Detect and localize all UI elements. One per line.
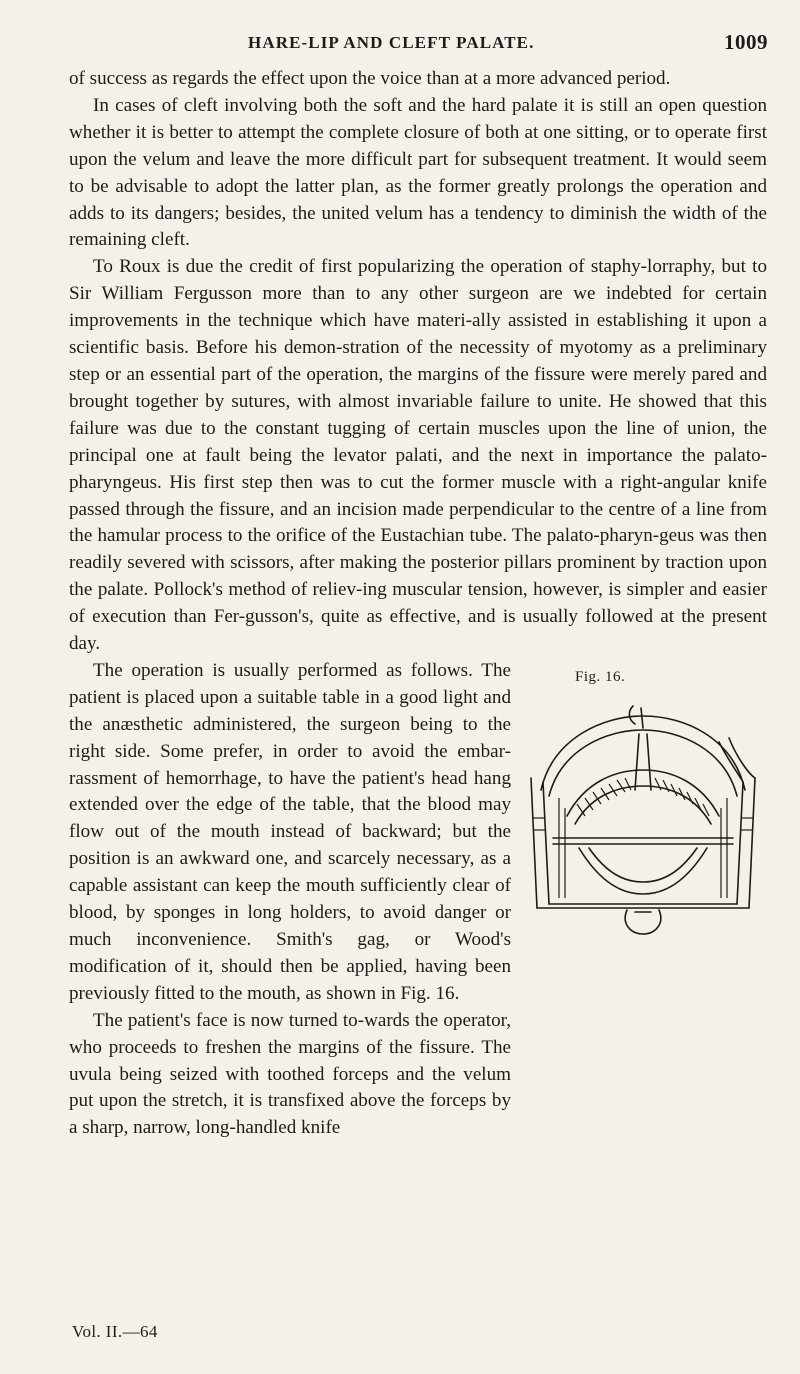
paragraph-operation-procedure: The operation is usually performed as follows. The patient is placed upon a suitable table in a good light and the anæsthetic administered, the surgeon being to the right side. Some prefer, in order to avoid the embar-rassment of hemorrhage, to have the patient's head hang extended over the edge of the table, that the blood may flow out of the mouth instead of backward; but the position is an awkward one, and scarcely necessary, as a capable assistant can keep the mouth sufficiently clear of blood, by sponges in long holders, to avoid danger or much inconvenience. Smith's gag, or Wood's modification of it, should then be applied, having been previously fitted to the mouth, as shown in Fig. 16. bbox=[69, 659, 511, 1004]
page-header bbox=[68, 30, 768, 58]
paragraph-roux-fergusson: To Roux is due the credit of first popularizing the operation of staphy-lorraphy, but to Sir William Fergusson more than to any other surgeon are we indebted for certain improvements in the technique which have materi-ally assisted in establishing it upon a scientific basis. Before his demon-stration of the necessity of myotomy as a preliminary step or an essential part of the operation, the margins of the fissure were merely pared and brought together by sutures, with almost invariable failure to unite. He showed that this failure was due to the constant tugging of certain muscles upon the line of union, the principal one at fault being the levator palati, and the next in importance the palato-pharyngeus. His first step then was to cut the former muscle with a right-angular knife passed through the fissure, and an incision made perpendicular to the centre of a line from the hamular process to the orifice of the Eustachian tube. The palato-pharyn-geus was then readily severed with scissors, after making the posterior pillars prominent by traction upon the palate. Pollock's method of reliev-ing muscular tension, however, is simpler and easier of execution than Fer-gusson's, quite as effective, and is usually followed at the present day. bbox=[69, 256, 767, 655]
page-number: 1009 bbox=[724, 30, 768, 54]
paragraph-cleft-closure: In cases of cleft involving both the soft and the hard palate it is still an open question whether it is better to attempt the complete closure of both at one sitting, or to operate first upon the velum and leave the more difficult part for subsequent treatment. It would seem to be advisable to adopt the latter plan, as the former greatly prolongs the operation and adds to its dangers; besides, the united velum has a tendency to diminish the width of the remaining cleft. bbox=[69, 94, 767, 251]
paragraph-freshen-margins: The patient's face is now turned to-wards the operator, who proceeds to freshen the margins of the fissure. The uvula being seized with toothed forceps and the velum put upon the stretch, it is transfixed above the forceps by a sharp, narrow, long-handled knife bbox=[69, 1009, 511, 1139]
figure-caption: Fig. 16. bbox=[575, 668, 626, 685]
figure-16 bbox=[521, 658, 767, 1143]
body-text bbox=[69, 66, 767, 1143]
mouth-gag-icon bbox=[523, 698, 763, 938]
paragraph-continuation: of success as regards the effect upon the voice than at a more advanced period. bbox=[69, 68, 671, 89]
signature-mark: Vol. II.—64 bbox=[72, 1322, 158, 1341]
running-head: HARE-LIP AND CLEFT PALATE. bbox=[248, 33, 535, 52]
